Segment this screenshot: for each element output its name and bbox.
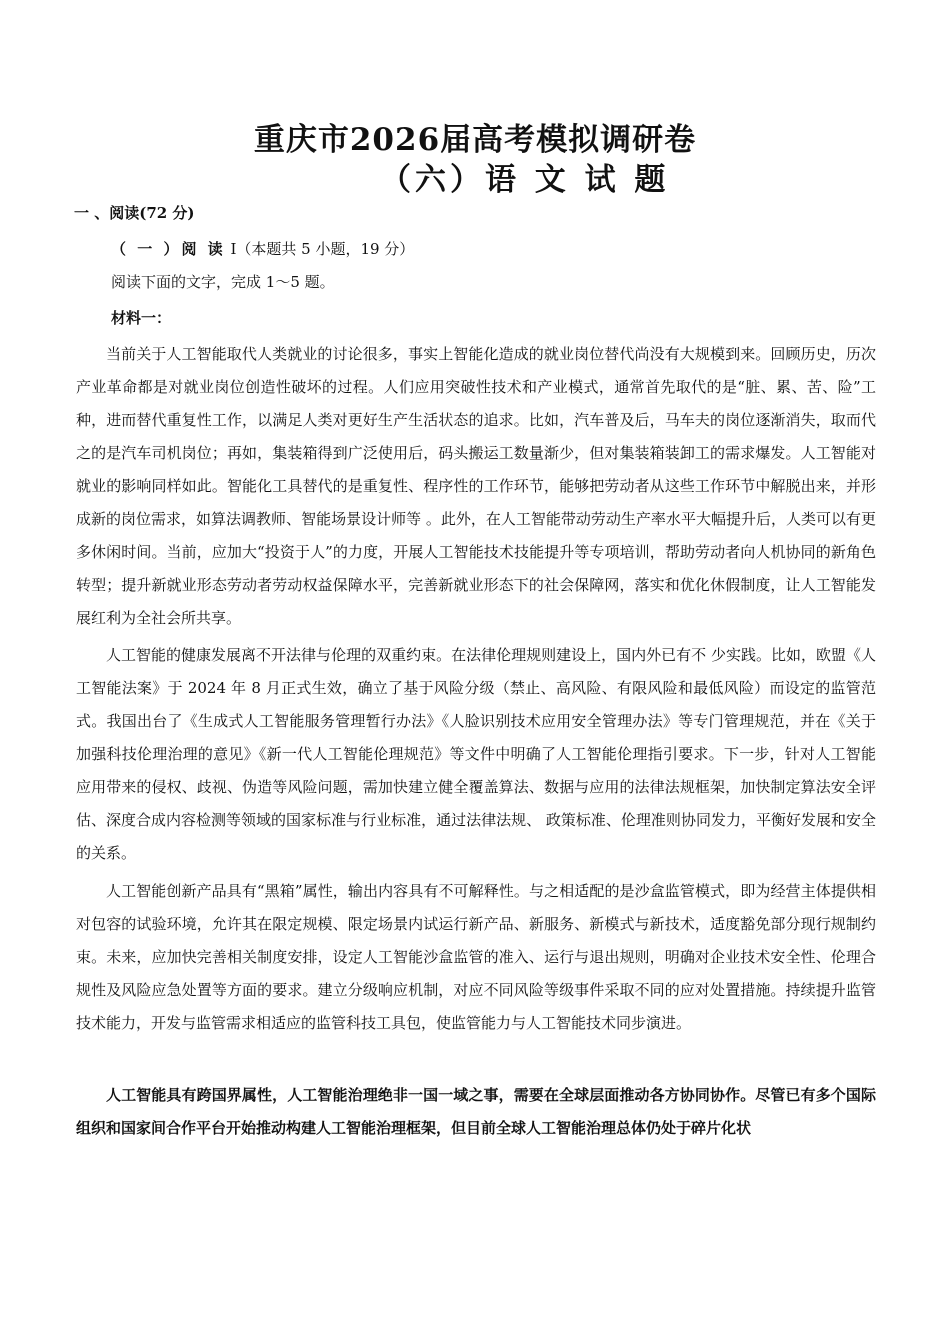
- instruction-text: 阅读下面的文字，完成 1～5 题。: [111, 273, 335, 291]
- section-heading: 一 、阅读(72 分): [74, 204, 195, 222]
- paragraph-1: 当前关于人工智能取代人类就业的讨论很多，事实上智能化造成的就业岗位替代尚没有大规模到来。回顾历史，历次产业革命都是对就业岗位创造性破坏的过程。人们应用突破性技术和产业模式，通常首先取代的是“脏、累、苦、险”工种，进而替代重复性工作，以满足人类对更好生产生活状态的追求。比如，汽车普及后，马车夫的岗位逐渐消失，取而代之的是汽车司机岗位；再如，集装箱得到广泛使用后，码头搬运工数量渐少，但对集装箱装卸工的需求爆发。人工智能对就业的影响同样如此。智能化工具替代的是重复性、程序性的工作环节，能够把劳动者从这些工作环节中解脱出来，并形成新的岗位需求，如算法调教师、智能场景设计师等 。此外，在人工智能带动劳动生产率水平大幅提升后，人类可以有更多休闲时间。当前，应加大“投资于人”的力度，开展人工智能技术技能提升等专项培训，帮助劳动者向人机协同的新角色转型；提升新就业形态劳动者劳动权益保障水平，完善新就业形态下的社会保障网，落实和优化休假制度，让人工智能发展红利为全社会所共享。: [76, 345, 876, 627]
- paragraph-4: 人工智能具有跨国界属性，人工智能治理绝非一国一域之事，需要在全球层面推动各方协同协作。尽管已有多个国际组织和国家间合作平台开始推动构建人工智能治理框架，但目前全球人工智能治理总体仍处于碎片化状: [76, 1086, 876, 1137]
- subsection-heading: [111, 238, 414, 259]
- subsection-label: （ 一 ）阅 读: [111, 240, 226, 258]
- exam-title-line2: （六）语 文 试 题: [380, 162, 670, 198]
- exam-title-line1: 重庆市2026届高考模拟调研卷: [253, 122, 697, 158]
- paragraph-2: 人工智能的健康发展离不开法律与伦理的双重约束。在法律伦理规则建设上，国内外已有不 少实践。比如，欧盟《人工智能法案》于 2024 年 8 月正式生效，确立了基于风险分级（禁止、高风险、有限风险和最低风险）而设定的监管范式。我国出台了《生成式人工智能服务管理暂行办法》《人脸识别技术应用安全管理办法》等专门管理规范，并在《关于加强科技伦理治理的意见》《新一代人工智能伦理规范》等文件中明确了人工智能伦理指引要求。下一步，针对人工智能应用带来的侵权、歧视、伪造等风险问题，需加快建立健全覆盖算法、数据与应用的法律法规框架，加快制定算法安全评估、深度合成内容检测等领域的国家标准与行业标准，通过法律法规、 政策标准、伦理准则协同发力，平衡好发展和安全的关系。: [76, 646, 876, 862]
- paragraph-3: 人工智能创新产品具有“黑箱”属性，输出内容具有不可解释性。与之相适配的是沙盒监管模式，即为经营主体提供相对包容的试验环境，允许其在限定规模、限定场景内试运行新产品、新服务、新模式与新技术，适度豁免部分现行规制约束。未来，应加快完善相关制度安排，设定人工智能沙盒监管的准入、运行与退出规则，明确对企业技术安全性、伦理合规性及风险应急处置等方面的要求。建立分级响应机制，对应不同风险等级事件采取不同的应对处置措施。持续提升监管技术能力，开发与监管需求相适应的监管科技工具包，使监管能力与人工智能技术同步演进。: [76, 882, 876, 1032]
- material-label: 材料一：: [111, 309, 172, 327]
- subsection-detail: I（本题共 5 小题，19 分）: [225, 240, 415, 258]
